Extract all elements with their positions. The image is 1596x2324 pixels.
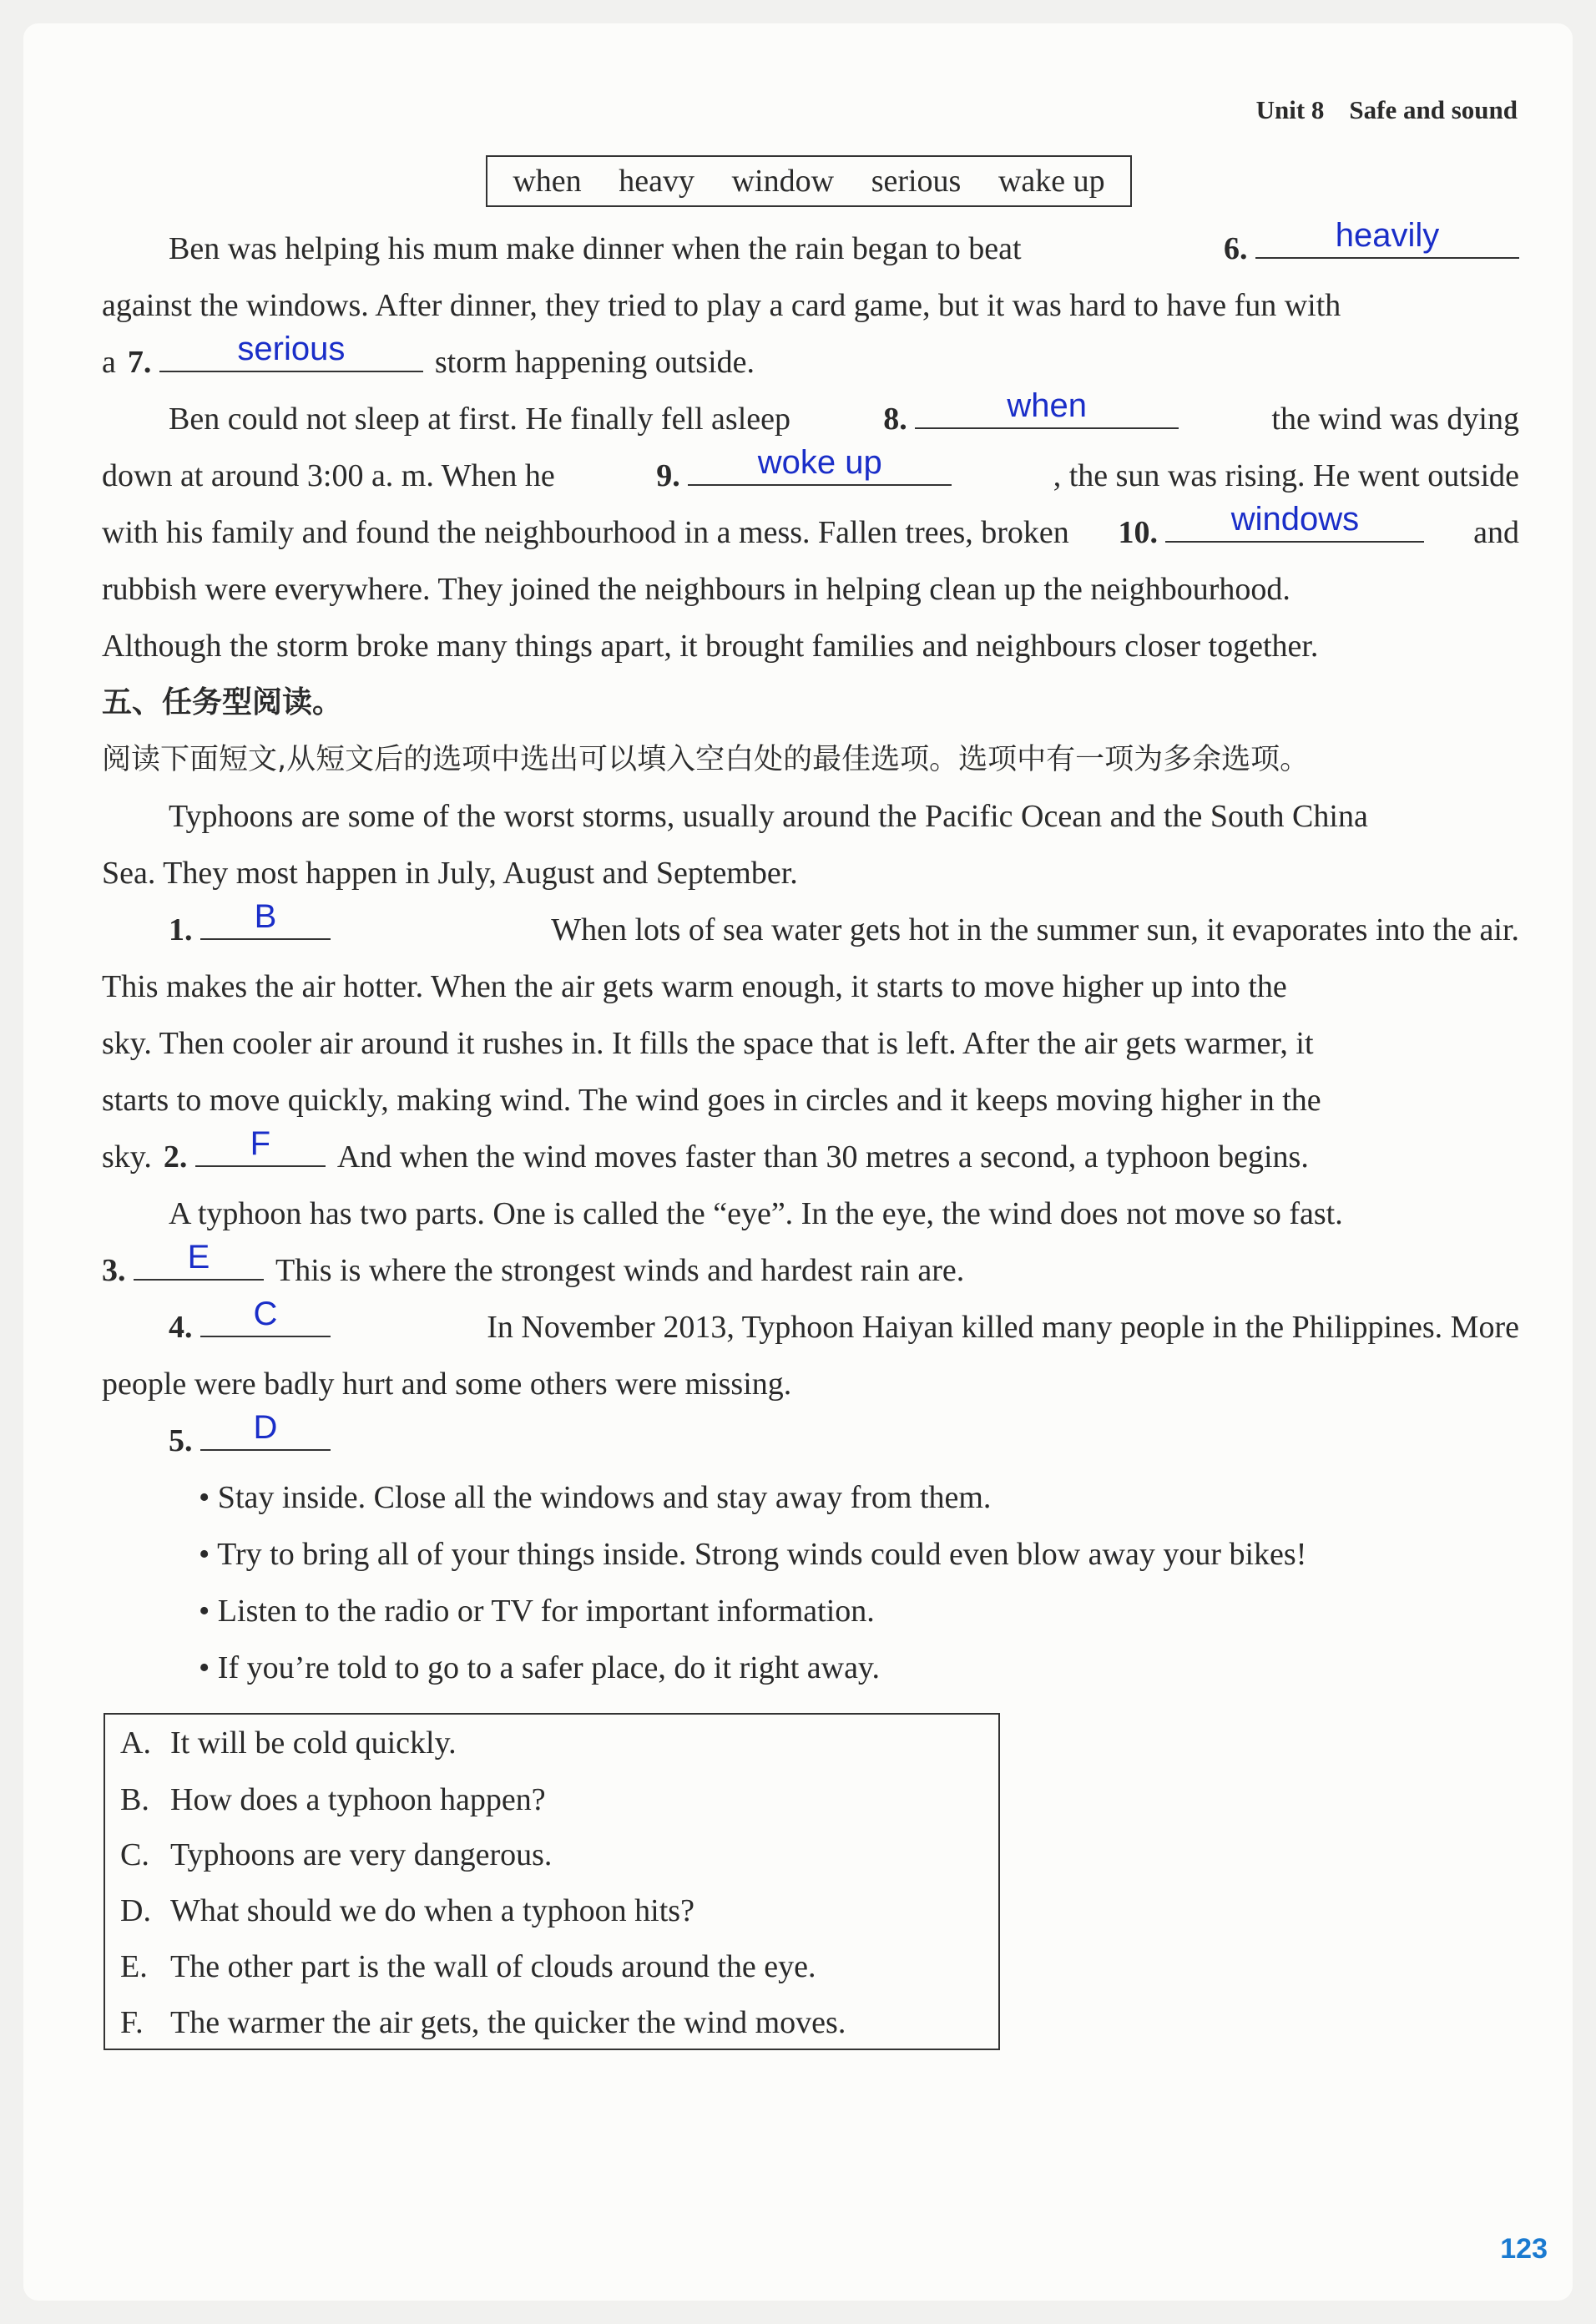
- text-line: rubbish were everywhere. They joined the neighbours in helping clean up the neighbourhood.: [102, 572, 1290, 607]
- bullet-item: • Listen to the radio or TV for important information.: [199, 1594, 875, 1629]
- answer-blank-1[interactable]: B: [200, 902, 331, 940]
- unit-label: Unit 8: [1255, 95, 1325, 124]
- answer-blank-5[interactable]: D: [200, 1412, 331, 1451]
- answer-blank-9[interactable]: woke up: [688, 447, 952, 486]
- page-header: [1256, 95, 1518, 125]
- answer-blank-2[interactable]: F: [195, 1129, 326, 1167]
- section-instruction: 阅读下面短文,从短文后的选项中选出可以填入空白处的最佳选项。选项中有一项为多余选项。: [102, 743, 1310, 776]
- option-a: A. It will be cold quickly.: [120, 1725, 457, 1761]
- word-bank-item: window: [731, 164, 835, 199]
- answer-blank-6[interactable]: heavily: [1255, 220, 1519, 259]
- options-box: [104, 1713, 1000, 2050]
- page: [23, 23, 1573, 2301]
- text-line: sky. Then cooler air around it rushes in. It fills the space that is left. After the air gets warmer, it: [102, 1026, 1314, 1061]
- unit-title: Safe and sound: [1349, 95, 1518, 124]
- text-line: sky. 2. F And when the wind moves faster than 30 metres a second, a typhoon begins.: [102, 1125, 1309, 1175]
- text-line: A typhoon has two parts. One is called the “eye”. In the eye, the wind does not move so fast.: [169, 1196, 1343, 1231]
- text-line: 3. E This is where the strongest winds and hardest rain are.: [102, 1239, 965, 1288]
- answer-blank-3[interactable]: E: [134, 1242, 264, 1281]
- bullet-item: • Try to bring all of your things inside. Strong winds could even blow away your bikes!: [199, 1537, 1307, 1572]
- option-f: F. The warmer the air gets, the quicker the wind moves.: [120, 2005, 846, 2040]
- option-e: E. The other part is the wall of clouds around the eye.: [120, 1949, 816, 1984]
- word-bank-item: when: [513, 164, 582, 199]
- text-line: Ben could not sleep at first. He finally fell asleep 8. when the wind was dying: [169, 387, 1519, 437]
- word-bank-item: wake up: [998, 164, 1105, 199]
- option-c: C. Typhoons are very dangerous.: [120, 1837, 553, 1872]
- word-bank-box: [486, 155, 1132, 207]
- word-bank-item: serious: [871, 164, 962, 199]
- option-d: D. What should we do when a typhoon hits?: [120, 1893, 694, 1928]
- text-line: This makes the air hotter. When the air gets warm enough, it starts to move higher up into the: [102, 969, 1287, 1004]
- word-bank-item: heavy: [619, 164, 694, 199]
- text-line: against the windows. After dinner, they tried to play a card game, but it was hard to have fun with: [102, 288, 1341, 323]
- text-line: Typhoons are some of the worst storms, usually around the Pacific Ocean and the South China: [169, 799, 1368, 834]
- text-line: Ben was helping his mum make dinner when the rain began to beat 6. heavily: [169, 220, 1519, 277]
- text-line: Sea. They most happen in July, August and September.: [102, 856, 798, 891]
- option-b: B. How does a typhoon happen?: [120, 1782, 546, 1817]
- text-line: people were badly hurt and some others were missing.: [102, 1367, 792, 1402]
- text-line: 4. C In November 2013, Typhoon Haiyan killed many people in the Philippines. More: [169, 1296, 1519, 1345]
- page-number: 123: [1500, 2233, 1548, 2265]
- text-line: 1. B When lots of sea water gets hot in the summer sun, it evaporates into the air.: [169, 898, 1519, 947]
- answer-blank-8[interactable]: when: [915, 391, 1179, 429]
- answer-blank-4[interactable]: C: [200, 1299, 331, 1337]
- text-line: 5. D: [169, 1412, 1519, 1469]
- section-title: 五、任务型阅读。: [102, 685, 343, 720]
- text-line: down at around 3:00 a. m. When he 9. woke up , the sun was rising. He went outside: [102, 444, 1519, 493]
- text-line: Although the storm broke many things apart, it brought families and neighbours closer together.: [102, 629, 1319, 664]
- text-line: a 7. serious storm happening outside.: [102, 331, 755, 380]
- text-line: starts to move quickly, making wind. The wind goes in circles and it keeps moving higher in the: [102, 1083, 1321, 1118]
- answer-blank-7[interactable]: serious: [159, 334, 423, 372]
- text-line: with his family and found the neighbourhood in a mess. Fallen trees, broken 10. windows and: [102, 501, 1519, 550]
- bullet-item: • If you’re told to go to a safer place, do it right away.: [199, 1650, 880, 1685]
- answer-blank-10[interactable]: windows: [1165, 504, 1424, 543]
- bullet-item: • Stay inside. Close all the windows and stay away from them.: [199, 1480, 992, 1515]
